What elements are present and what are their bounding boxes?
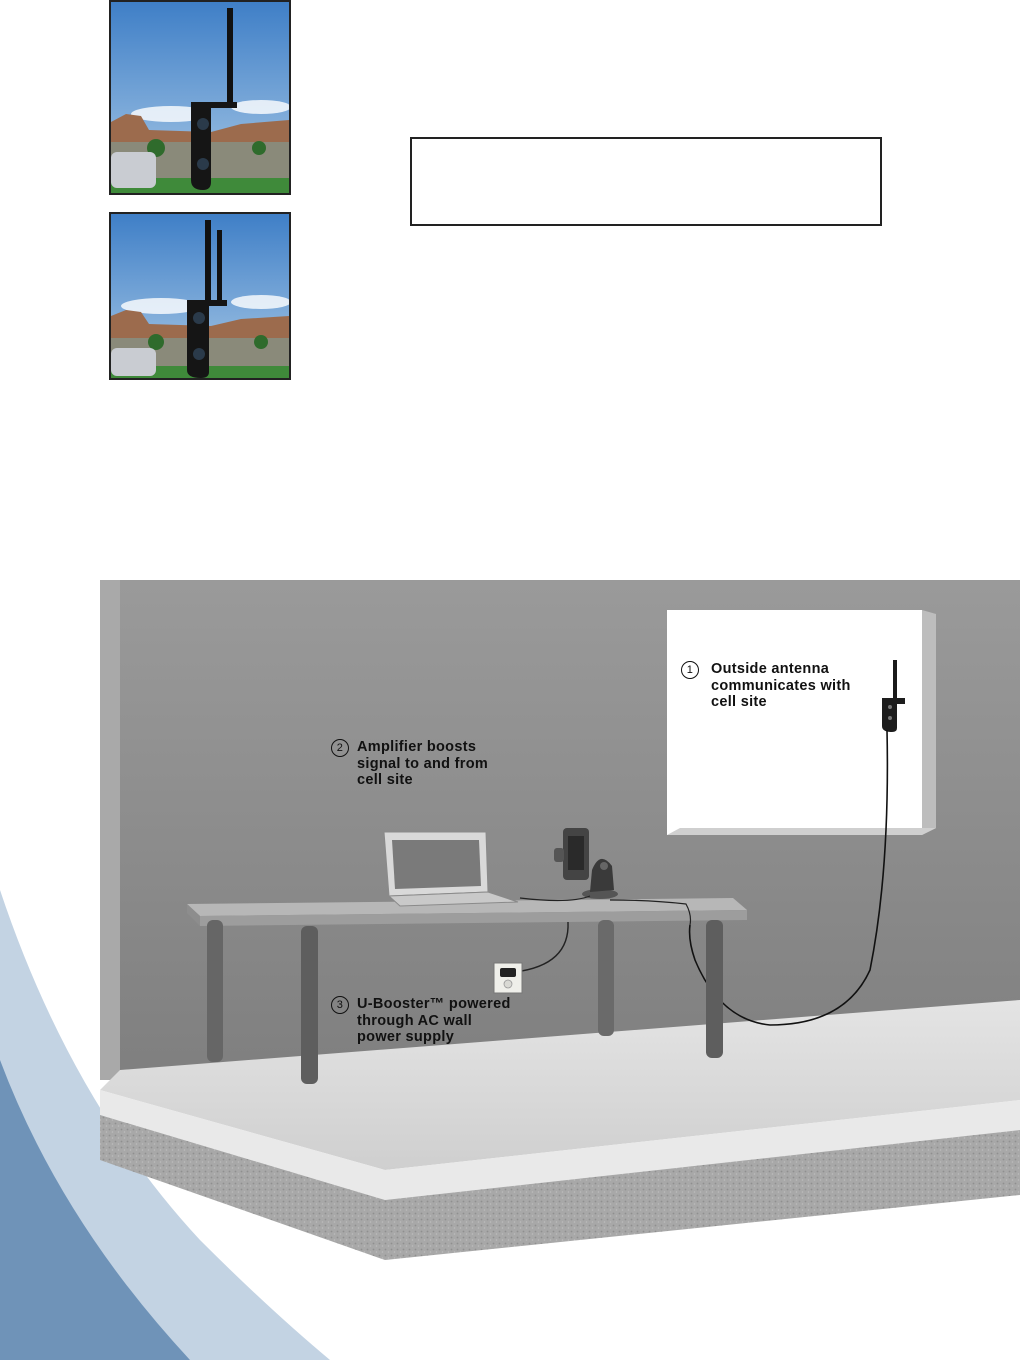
room-illustration bbox=[0, 570, 1020, 1275]
callout-line: communicates with bbox=[711, 677, 851, 694]
callout-text bbox=[357, 739, 488, 789]
callout-text bbox=[711, 661, 851, 711]
antenna-photo-dual bbox=[109, 212, 291, 380]
callout-number-2: 2 bbox=[331, 739, 349, 757]
callout-number-1: 1 bbox=[681, 661, 699, 679]
empty-text-box bbox=[410, 137, 882, 226]
window-antenna-photo-icon bbox=[111, 214, 289, 378]
window-antenna-photo-icon bbox=[111, 2, 289, 193]
callout-line: cell site bbox=[711, 694, 767, 710]
callout-line: U-Booster™ powered bbox=[357, 996, 511, 1012]
callout-number-3: 3 bbox=[331, 996, 349, 1014]
callout-line: power supply bbox=[357, 1029, 455, 1045]
callout-line: cell site bbox=[357, 772, 413, 788]
antenna-photo-single bbox=[109, 0, 291, 195]
callout-line: through AC wall bbox=[357, 1012, 473, 1029]
callout-text bbox=[357, 996, 511, 1046]
callout-line: Outside antenna bbox=[711, 661, 830, 677]
callout-line: signal to and from bbox=[357, 755, 489, 772]
callout-line: Amplifier boosts bbox=[357, 739, 477, 755]
